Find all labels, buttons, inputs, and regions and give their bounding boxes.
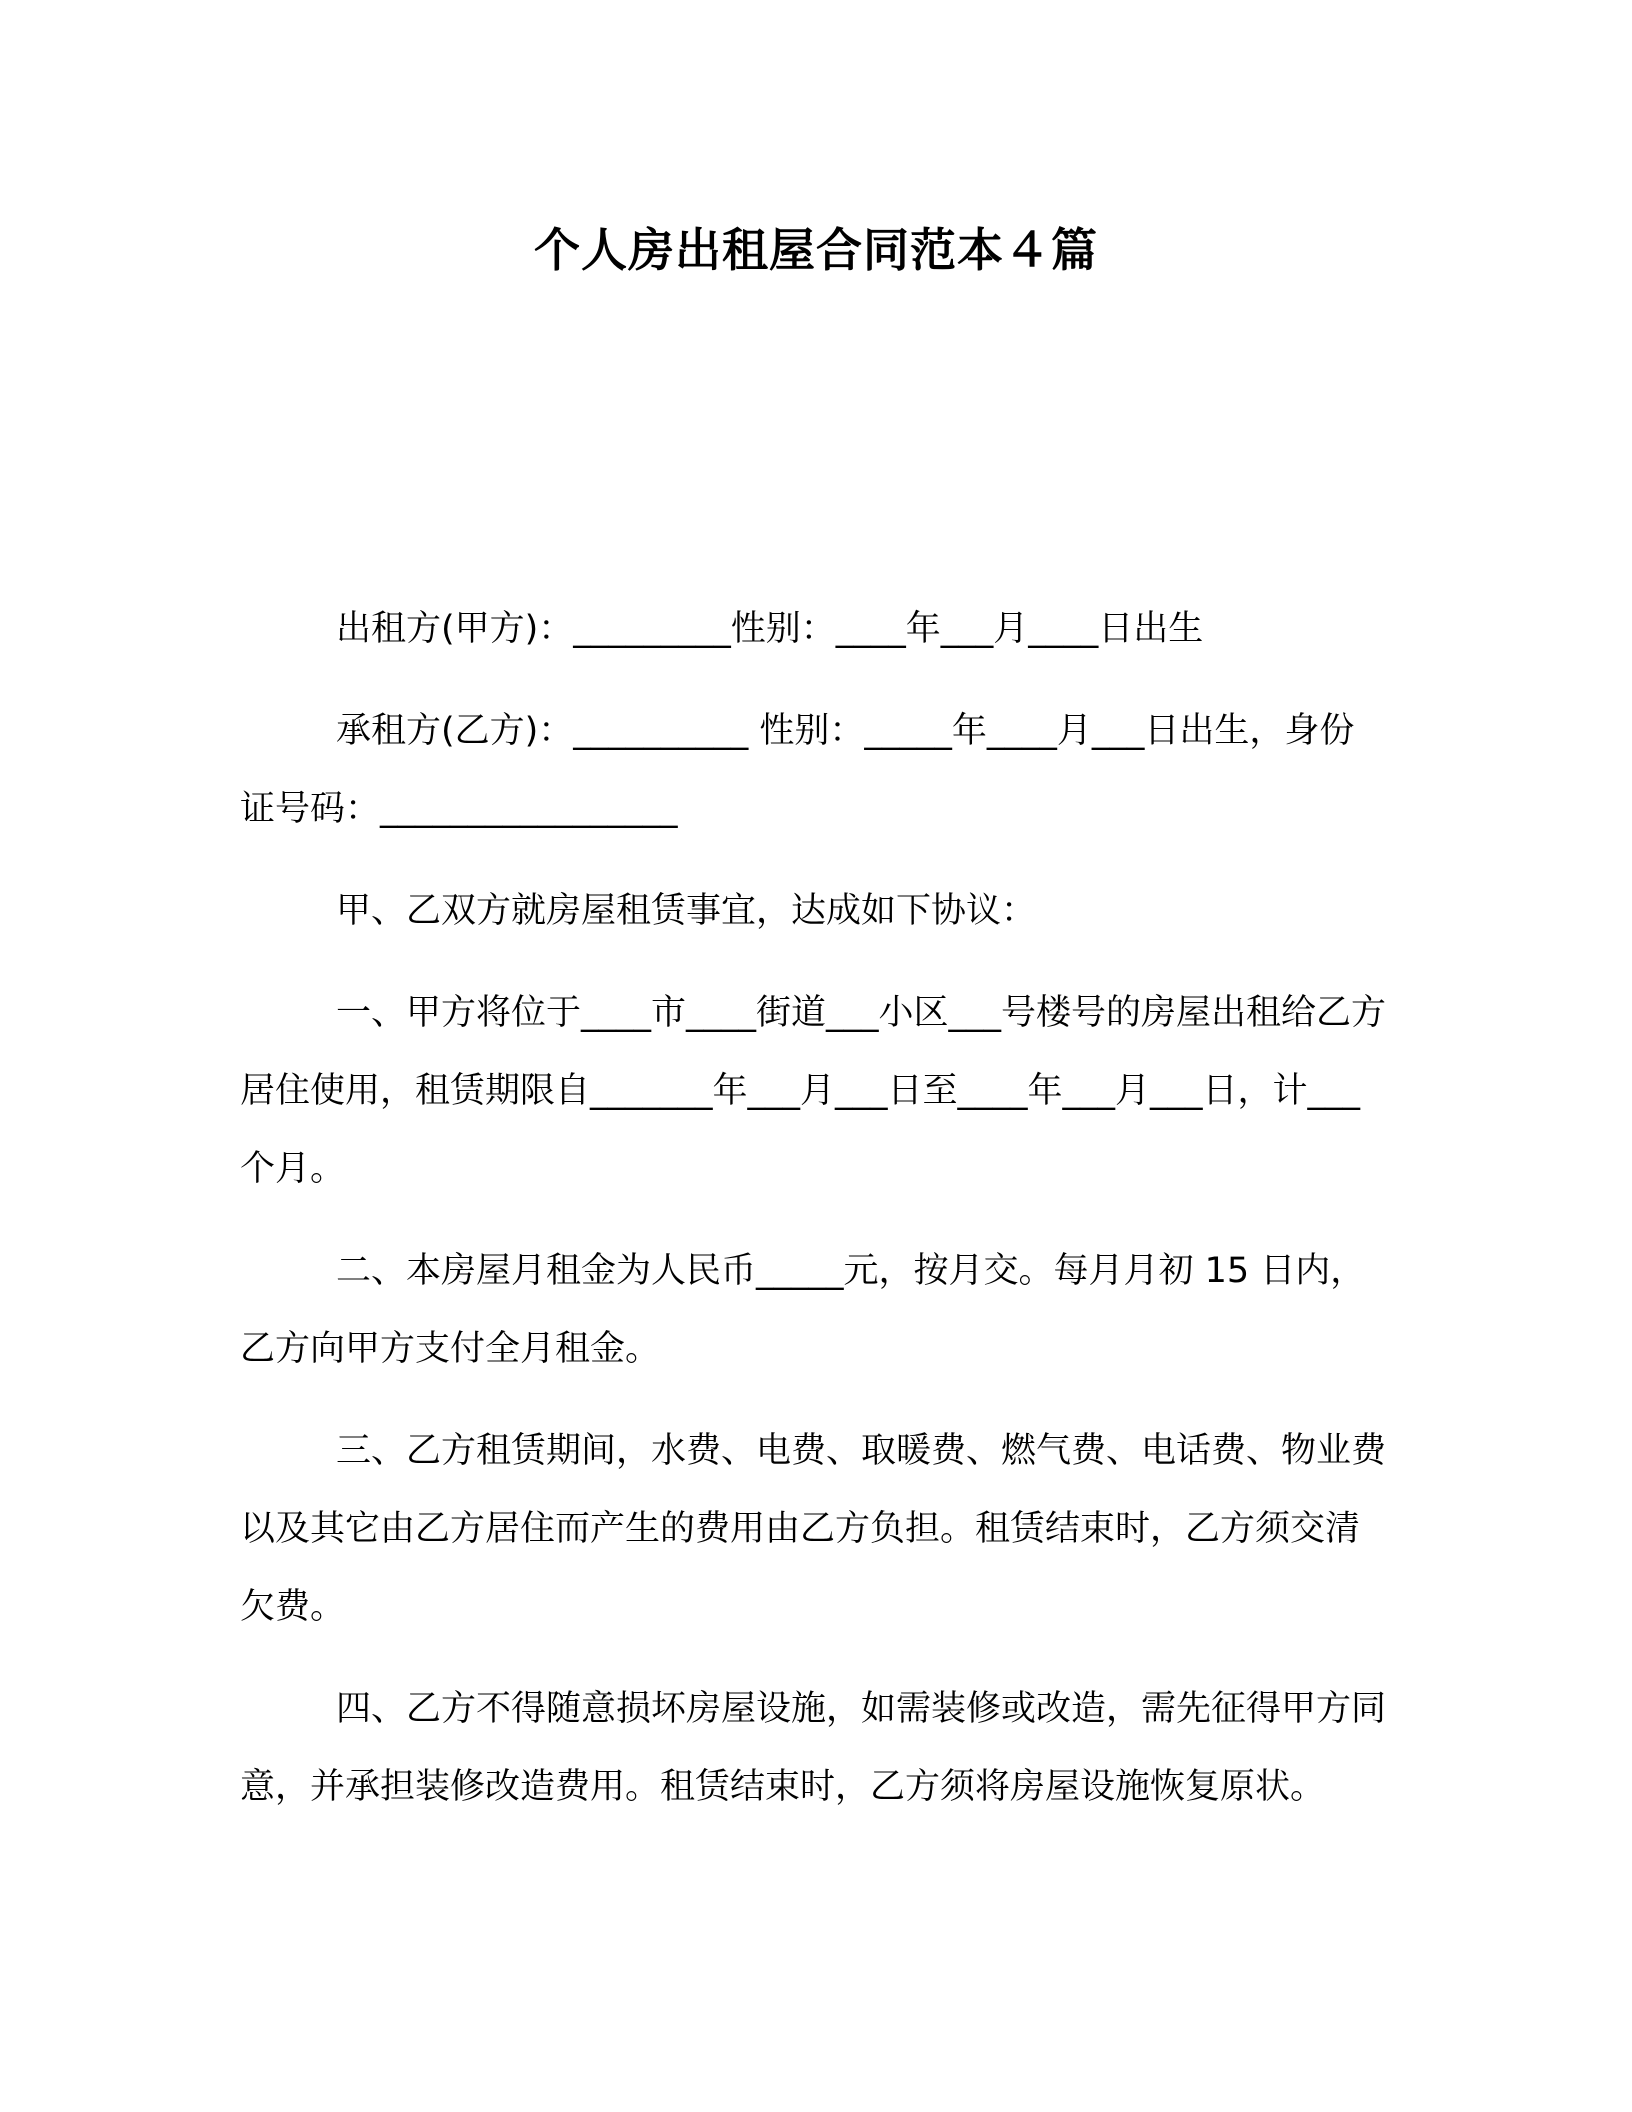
lessor-info-paragraph: 出租方(甲方)：_________性别：____年___月____日出生 [336,609,1204,649]
clause-1-paragraph: 一、甲方将位于____市____街道___小区___号楼号的房屋出租给乙方居住使用，租赁期限自_______年___月___日至____年___月___日，计___个月。 [240,993,1387,1189]
clause-2-paragraph: 二、本房屋月租金为人民币_____元，按月交。每月月初 15 日内，乙方向甲方支付全月租金。 [240,1251,1366,1369]
document-title: 个人房出租屋合同范本４篇 [534,223,1098,277]
document-body [240,590,1388,1850]
lessee-info-paragraph: 承租方(乙方)：__________ 性别：_____年____月___日出生，身份证号码：_________________ [240,711,1355,829]
agreement-intro-paragraph: 甲、乙双方就房屋租赁事宜，达成如下协议： [336,891,1037,931]
clause-4-paragraph: 四、乙方不得随意损坏房屋设施，如需装修或改造，需先征得甲方同意，并承担装修改造费用。租赁结束时，乙方须将房屋设施恢复原状。 [240,1689,1387,1807]
clause-3-paragraph: 三、乙方租赁期间，水费、电费、取暖费、燃气费、电话费、物业费以及其它由乙方居住而产生的费用由乙方负担。租赁结束时，乙方须交清欠费。 [240,1431,1387,1627]
